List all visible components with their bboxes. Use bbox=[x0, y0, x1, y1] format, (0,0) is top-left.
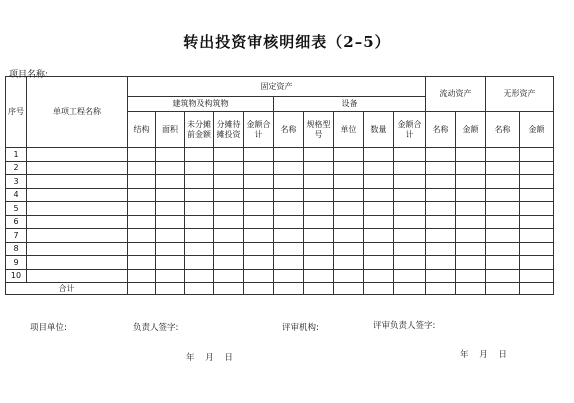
table-cell[interactable] bbox=[334, 215, 364, 229]
table-row bbox=[6, 256, 554, 270]
table-cell[interactable] bbox=[27, 269, 128, 283]
table-cell[interactable] bbox=[244, 242, 274, 256]
detail-table bbox=[5, 76, 554, 295]
table-cell[interactable] bbox=[185, 229, 214, 243]
table-cell[interactable] bbox=[185, 188, 214, 202]
table-cell[interactable] bbox=[426, 269, 456, 283]
table-cell[interactable] bbox=[27, 148, 128, 162]
row-number: 2 bbox=[6, 161, 27, 175]
table-cell[interactable] bbox=[304, 188, 334, 202]
table-cell[interactable] bbox=[394, 269, 426, 283]
total-row bbox=[6, 283, 554, 295]
table-row bbox=[6, 202, 554, 216]
table-cell[interactable] bbox=[156, 215, 185, 229]
table-row bbox=[6, 215, 554, 229]
table-cell[interactable] bbox=[520, 202, 554, 216]
total-cell[interactable] bbox=[128, 283, 156, 295]
table-cell[interactable] bbox=[128, 256, 156, 270]
table-cell[interactable] bbox=[128, 188, 156, 202]
row-number: 3 bbox=[6, 175, 27, 189]
table-cell[interactable] bbox=[185, 161, 214, 175]
table-cell[interactable] bbox=[426, 229, 456, 243]
table-cell[interactable] bbox=[520, 215, 554, 229]
table-cell[interactable] bbox=[486, 188, 520, 202]
table-cell[interactable] bbox=[185, 269, 214, 283]
table-cell[interactable] bbox=[456, 242, 486, 256]
table-cell[interactable] bbox=[364, 202, 394, 216]
table-cell[interactable] bbox=[27, 161, 128, 175]
total-cell[interactable] bbox=[274, 283, 304, 295]
header-building-allocated: 分摊待摊投资 bbox=[214, 112, 244, 148]
table-cell[interactable] bbox=[128, 229, 156, 243]
table-cell[interactable] bbox=[334, 269, 364, 283]
table-cell[interactable] bbox=[128, 269, 156, 283]
header-buildings: 建筑物及构筑物 bbox=[128, 97, 274, 112]
table-row bbox=[6, 229, 554, 243]
table-row bbox=[6, 242, 554, 256]
table-cell[interactable] bbox=[156, 202, 185, 216]
table-cell[interactable] bbox=[185, 175, 214, 189]
page-title: 转出投资审核明细表（2–5） bbox=[183, 33, 391, 51]
table-cell[interactable] bbox=[334, 161, 364, 175]
table-cell[interactable] bbox=[456, 256, 486, 270]
table-cell[interactable] bbox=[27, 242, 128, 256]
table-cell[interactable] bbox=[128, 161, 156, 175]
table-cell[interactable] bbox=[364, 229, 394, 243]
table-cell[interactable] bbox=[274, 215, 304, 229]
date-right: 年 月 日 bbox=[460, 350, 507, 360]
table-cell[interactable] bbox=[520, 161, 554, 175]
table-cell[interactable] bbox=[27, 175, 128, 189]
table-cell[interactable] bbox=[244, 256, 274, 270]
project-name-label: 项目名称: bbox=[9, 70, 49, 80]
header-building-unallocated: 未分摊前金额 bbox=[185, 112, 214, 148]
header-equipment-unit: 单位 bbox=[334, 112, 364, 148]
table-cell[interactable] bbox=[156, 175, 185, 189]
table-cell[interactable] bbox=[244, 269, 274, 283]
table-cell[interactable] bbox=[520, 188, 554, 202]
table-cell[interactable] bbox=[486, 148, 520, 162]
table-cell[interactable] bbox=[334, 188, 364, 202]
table-cell[interactable] bbox=[214, 215, 244, 229]
table-cell[interactable] bbox=[27, 188, 128, 202]
table-cell[interactable] bbox=[394, 256, 426, 270]
table-cell[interactable] bbox=[334, 202, 364, 216]
header-item-name: 单项工程名称 bbox=[27, 77, 128, 148]
row-number: 4 bbox=[6, 188, 27, 202]
total-cell[interactable] bbox=[214, 283, 244, 295]
table-cell[interactable] bbox=[364, 269, 394, 283]
table-cell[interactable] bbox=[156, 148, 185, 162]
table-cell[interactable] bbox=[426, 256, 456, 270]
total-cell[interactable] bbox=[304, 283, 334, 295]
table-cell[interactable] bbox=[244, 215, 274, 229]
total-cell[interactable] bbox=[456, 283, 486, 295]
table-cell[interactable] bbox=[304, 161, 334, 175]
table-cell[interactable] bbox=[214, 148, 244, 162]
table-cell[interactable] bbox=[364, 256, 394, 270]
review-org-label: 评审机构: bbox=[282, 323, 319, 333]
table-cell[interactable] bbox=[128, 215, 156, 229]
table-cell[interactable] bbox=[156, 256, 185, 270]
table-cell[interactable] bbox=[394, 188, 426, 202]
table-cell[interactable] bbox=[185, 215, 214, 229]
responsible-sign-label: 负责人签字: bbox=[133, 323, 179, 333]
table-cell[interactable] bbox=[364, 175, 394, 189]
total-cell[interactable] bbox=[394, 283, 426, 295]
project-unit-label: 项目单位: bbox=[30, 323, 67, 333]
total-cell[interactable] bbox=[244, 283, 274, 295]
table-cell[interactable] bbox=[364, 242, 394, 256]
table-cell[interactable] bbox=[214, 202, 244, 216]
table-cell[interactable] bbox=[185, 202, 214, 216]
table-cell[interactable] bbox=[214, 175, 244, 189]
table-cell[interactable] bbox=[364, 148, 394, 162]
table-cell[interactable] bbox=[426, 202, 456, 216]
table-cell[interactable] bbox=[456, 202, 486, 216]
total-cell[interactable] bbox=[156, 283, 185, 295]
table-cell[interactable] bbox=[456, 175, 486, 189]
table-cell[interactable] bbox=[214, 242, 244, 256]
row-number: 1 bbox=[6, 148, 27, 162]
table-cell[interactable] bbox=[334, 175, 364, 189]
table-row bbox=[6, 148, 554, 162]
table-cell[interactable] bbox=[520, 148, 554, 162]
table-cell[interactable] bbox=[520, 229, 554, 243]
table-cell[interactable] bbox=[214, 256, 244, 270]
header-equipment-qty: 数量 bbox=[364, 112, 394, 148]
table-cell[interactable] bbox=[520, 242, 554, 256]
table-cell[interactable] bbox=[394, 202, 426, 216]
header-equipment: 设备 bbox=[274, 97, 426, 112]
table-cell[interactable] bbox=[426, 175, 456, 189]
table-cell[interactable] bbox=[334, 148, 364, 162]
header-building-structure: 结构 bbox=[128, 112, 156, 148]
table-cell[interactable] bbox=[27, 256, 128, 270]
table-cell[interactable] bbox=[304, 242, 334, 256]
table-cell[interactable] bbox=[185, 256, 214, 270]
table-cell[interactable] bbox=[486, 175, 520, 189]
table-cell[interactable] bbox=[156, 269, 185, 283]
header-intangible-amount: 金额 bbox=[520, 112, 554, 148]
table-cell[interactable] bbox=[304, 229, 334, 243]
table-cell[interactable] bbox=[128, 242, 156, 256]
header-equipment-total: 金额合计 bbox=[394, 112, 426, 148]
table-cell[interactable] bbox=[274, 242, 304, 256]
table-cell[interactable] bbox=[214, 188, 244, 202]
table-cell[interactable] bbox=[394, 229, 426, 243]
table-cell[interactable] bbox=[456, 188, 486, 202]
table-cell[interactable] bbox=[27, 202, 128, 216]
row-number: 10 bbox=[6, 269, 27, 283]
table-cell[interactable] bbox=[185, 148, 214, 162]
table-cell[interactable] bbox=[274, 229, 304, 243]
header-building-total: 金额合计 bbox=[244, 112, 274, 148]
table-cell[interactable] bbox=[274, 256, 304, 270]
table-cell[interactable] bbox=[426, 188, 456, 202]
table-cell[interactable] bbox=[214, 161, 244, 175]
row-number: 6 bbox=[6, 215, 27, 229]
row-number: 7 bbox=[6, 229, 27, 243]
header-intangible-name: 名称 bbox=[486, 112, 520, 148]
table-cell[interactable] bbox=[456, 215, 486, 229]
table-cell[interactable] bbox=[426, 148, 456, 162]
table-cell[interactable] bbox=[486, 229, 520, 243]
table-row bbox=[6, 269, 554, 283]
table-cell[interactable] bbox=[394, 148, 426, 162]
header-equipment-name: 名称 bbox=[274, 112, 304, 148]
table-cell[interactable] bbox=[244, 175, 274, 189]
table-cell[interactable] bbox=[304, 148, 334, 162]
table-cell[interactable] bbox=[456, 161, 486, 175]
table-cell[interactable] bbox=[394, 242, 426, 256]
table-cell[interactable] bbox=[394, 215, 426, 229]
table-row bbox=[6, 161, 554, 175]
header-current-amount: 金额 bbox=[456, 112, 486, 148]
header-building-area: 面积 bbox=[156, 112, 185, 148]
table-cell[interactable] bbox=[156, 229, 185, 243]
table-cell[interactable] bbox=[394, 161, 426, 175]
header-intangible-assets: 无形资产 bbox=[486, 77, 554, 112]
total-cell[interactable] bbox=[486, 283, 520, 295]
table-cell[interactable] bbox=[274, 269, 304, 283]
table-cell[interactable] bbox=[244, 188, 274, 202]
row-number: 5 bbox=[6, 202, 27, 216]
total-label: 合计 bbox=[6, 283, 128, 295]
table-cell[interactable] bbox=[156, 242, 185, 256]
table-cell[interactable] bbox=[520, 269, 554, 283]
table-cell[interactable] bbox=[244, 161, 274, 175]
header-seq: 序号 bbox=[6, 77, 27, 148]
total-cell[interactable] bbox=[426, 283, 456, 295]
table-cell[interactable] bbox=[156, 188, 185, 202]
table-cell[interactable] bbox=[426, 161, 456, 175]
table-cell[interactable] bbox=[214, 229, 244, 243]
total-cell[interactable] bbox=[185, 283, 214, 295]
table-cell[interactable] bbox=[486, 202, 520, 216]
table-cell[interactable] bbox=[304, 215, 334, 229]
table-cell[interactable] bbox=[394, 175, 426, 189]
row-number: 8 bbox=[6, 242, 27, 256]
table-cell[interactable] bbox=[456, 229, 486, 243]
table-cell[interactable] bbox=[244, 202, 274, 216]
total-cell[interactable] bbox=[334, 283, 364, 295]
table-cell[interactable] bbox=[304, 256, 334, 270]
table-cell[interactable] bbox=[274, 161, 304, 175]
table-cell[interactable] bbox=[27, 229, 128, 243]
table-cell[interactable] bbox=[304, 202, 334, 216]
table-cell[interactable] bbox=[486, 161, 520, 175]
total-cell[interactable] bbox=[364, 283, 394, 295]
table-cell[interactable] bbox=[274, 175, 304, 189]
header-equipment-spec: 规格型号 bbox=[304, 112, 334, 148]
total-cell[interactable] bbox=[520, 283, 554, 295]
table-cell[interactable] bbox=[185, 242, 214, 256]
table-row bbox=[6, 188, 554, 202]
table-cell[interactable] bbox=[214, 269, 244, 283]
table-cell[interactable] bbox=[274, 188, 304, 202]
table-cell[interactable] bbox=[364, 215, 394, 229]
table-cell[interactable] bbox=[244, 148, 274, 162]
table-cell[interactable] bbox=[426, 215, 456, 229]
row-number: 9 bbox=[6, 256, 27, 270]
table-cell[interactable] bbox=[486, 269, 520, 283]
table-cell[interactable] bbox=[274, 148, 304, 162]
table-cell[interactable] bbox=[334, 242, 364, 256]
table-cell[interactable] bbox=[486, 215, 520, 229]
table-cell[interactable] bbox=[486, 256, 520, 270]
table-cell[interactable] bbox=[364, 161, 394, 175]
table-cell[interactable] bbox=[27, 215, 128, 229]
table-row bbox=[6, 175, 554, 189]
table-cell[interactable] bbox=[426, 242, 456, 256]
table-cell[interactable] bbox=[128, 148, 156, 162]
table-cell[interactable] bbox=[520, 175, 554, 189]
date-left: 年 月 日 bbox=[186, 353, 233, 363]
table-cell[interactable] bbox=[304, 269, 334, 283]
table-cell[interactable] bbox=[244, 229, 274, 243]
table-cell[interactable] bbox=[364, 188, 394, 202]
table-cell[interactable] bbox=[334, 256, 364, 270]
table-cell[interactable] bbox=[128, 175, 156, 189]
table-cell[interactable] bbox=[304, 175, 334, 189]
table-cell[interactable] bbox=[156, 161, 185, 175]
table-cell[interactable] bbox=[520, 256, 554, 270]
table-cell[interactable] bbox=[274, 202, 304, 216]
header-fixed-assets: 固定资产 bbox=[128, 77, 426, 97]
table-cell[interactable] bbox=[456, 148, 486, 162]
table-cell[interactable] bbox=[128, 202, 156, 216]
table-cell[interactable] bbox=[486, 242, 520, 256]
review-responsible-sign-label: 评审负责人签字: bbox=[373, 321, 436, 331]
header-current-assets: 流动资产 bbox=[426, 77, 486, 112]
header-current-name: 名称 bbox=[426, 112, 456, 148]
table-cell[interactable] bbox=[334, 229, 364, 243]
table-cell[interactable] bbox=[456, 269, 486, 283]
